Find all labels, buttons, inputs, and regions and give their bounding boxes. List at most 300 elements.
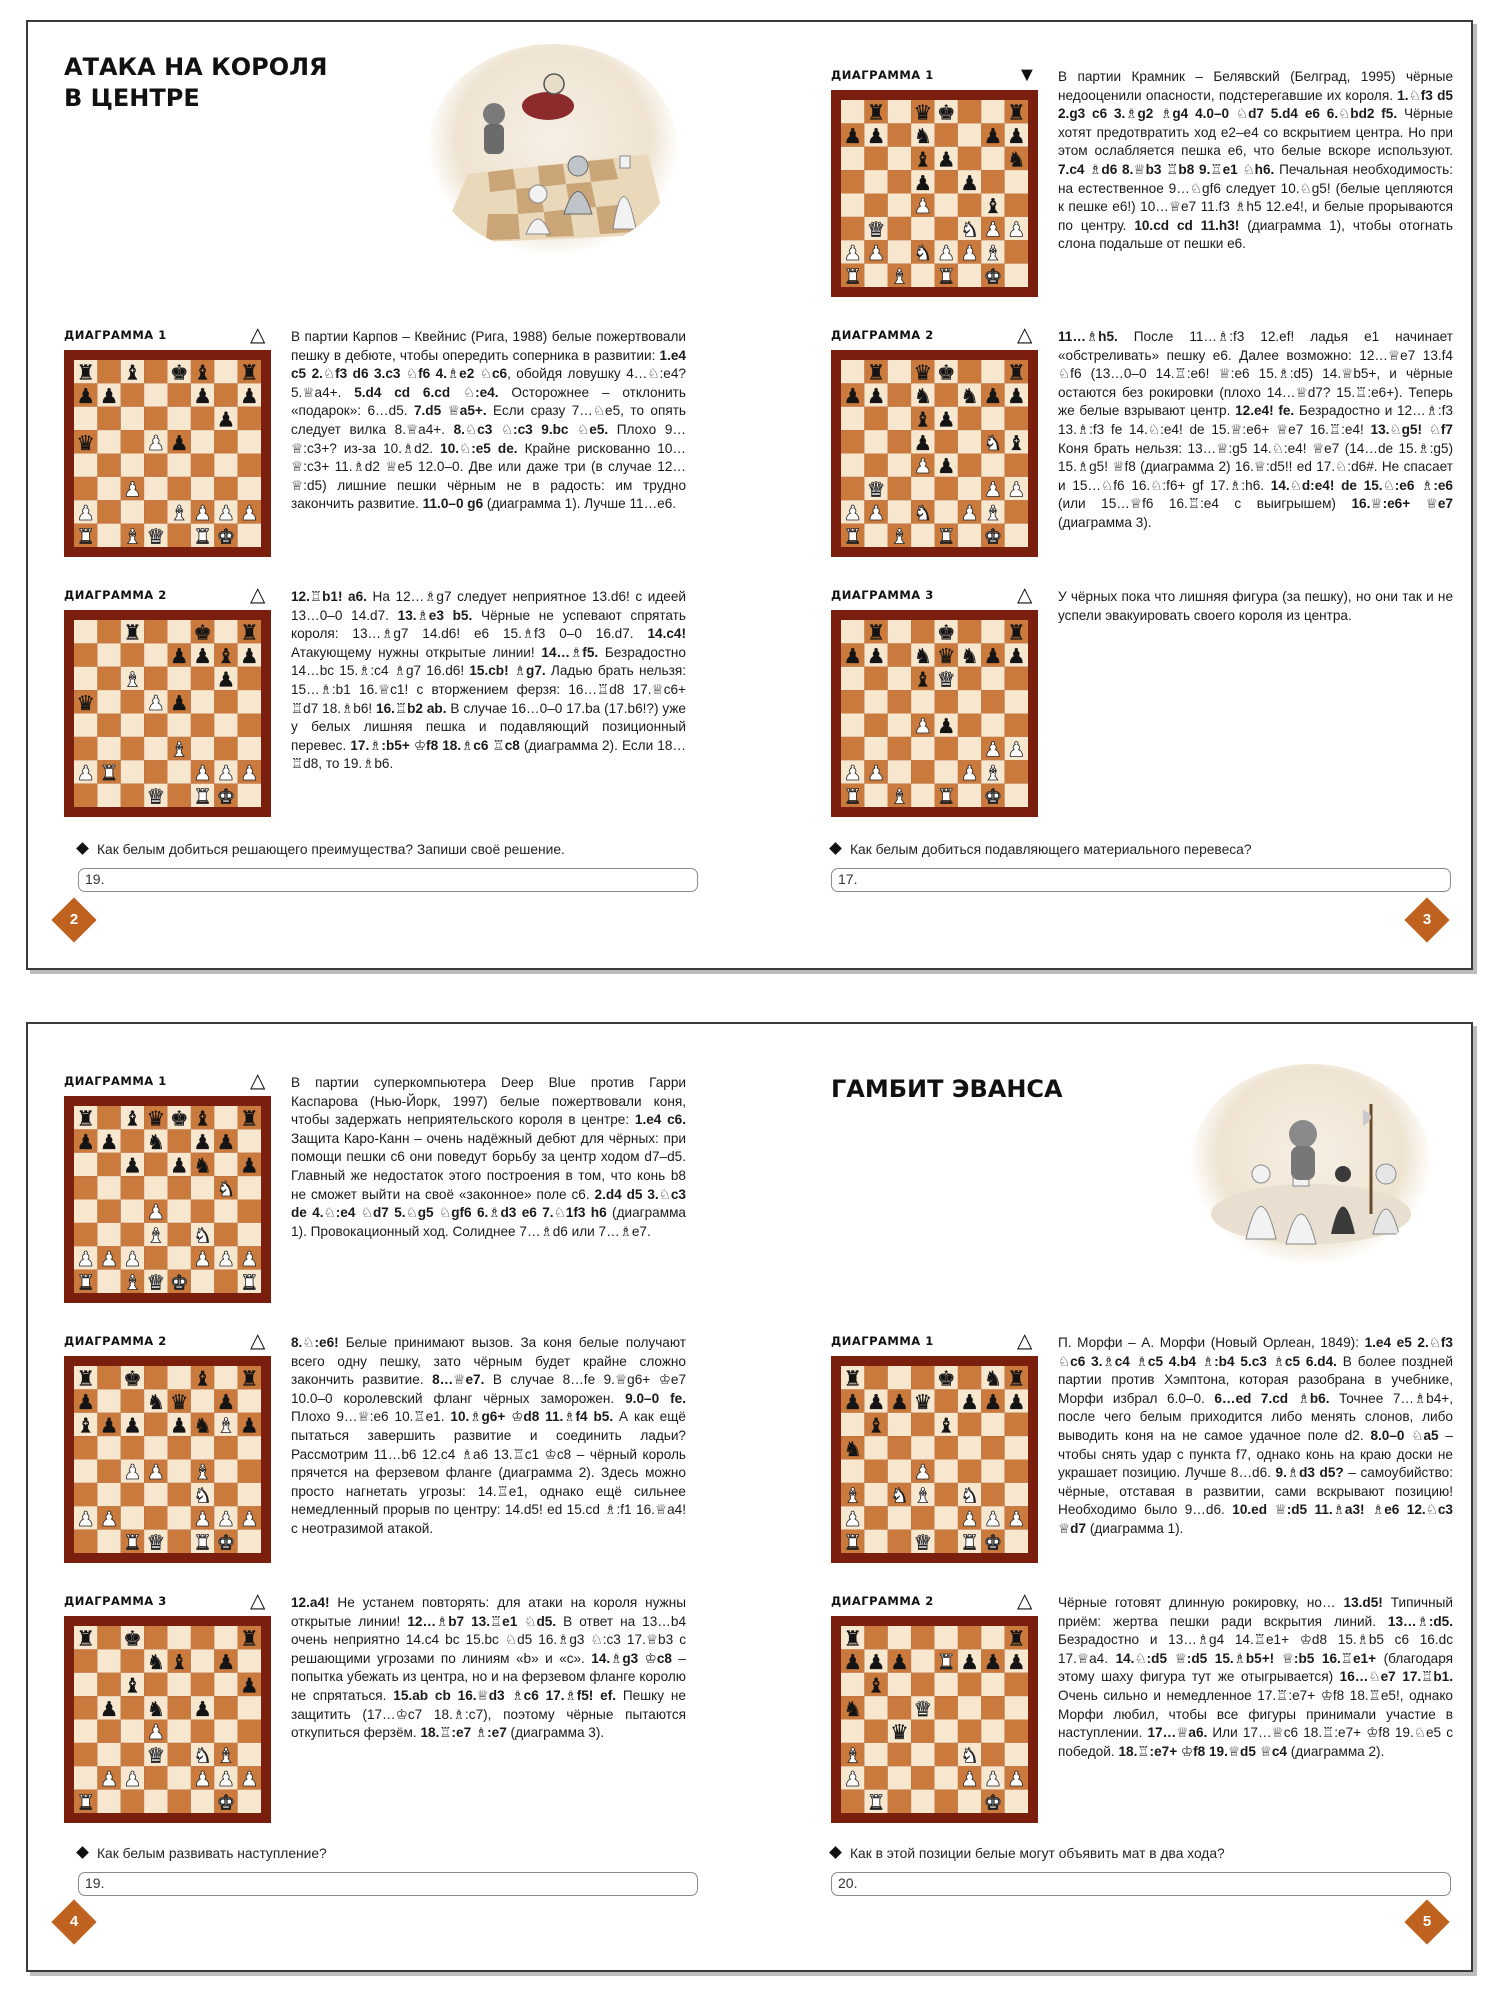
board-square (168, 407, 191, 430)
white-pawn-icon (100, 1247, 118, 1271)
board-square (841, 690, 864, 713)
white-pawn-icon (147, 1200, 165, 1224)
board-square (97, 714, 120, 737)
white-rook-icon (843, 264, 861, 287)
board-square (1005, 1790, 1028, 1813)
board-square (841, 477, 864, 500)
black-pawn-icon (240, 644, 258, 668)
board-square (958, 100, 981, 123)
white-pawn-icon (914, 1460, 932, 1484)
to-move-indicator: △ (250, 1330, 266, 1352)
white-knight-icon (960, 1744, 978, 1768)
board-square (935, 1720, 958, 1743)
board-square (214, 1436, 237, 1459)
board-square (214, 1366, 237, 1389)
chess-board (64, 350, 271, 557)
board-square (144, 500, 167, 523)
board-square (935, 690, 958, 713)
to-move-indicator: △ (250, 1590, 266, 1612)
white-rook-icon (843, 784, 861, 807)
white-bishop-icon (843, 1484, 861, 1508)
board-square (168, 620, 191, 643)
board-square (191, 1176, 214, 1199)
evans-gambit-illustration (1191, 1064, 1431, 1264)
board-square (74, 620, 97, 643)
black-pawn-icon (217, 1130, 235, 1154)
board-square (911, 620, 934, 643)
black-pawn-icon (170, 1413, 188, 1437)
black-pawn-icon (76, 1130, 94, 1154)
white-knight-icon (914, 501, 932, 525)
black-pawn-icon (76, 1390, 94, 1414)
board-square (97, 1720, 120, 1743)
chess-board (831, 1616, 1038, 1823)
white-pawn-icon (123, 478, 141, 502)
board-square (911, 1743, 934, 1766)
white-pawn-icon (217, 1767, 235, 1791)
board-square (958, 784, 981, 807)
board-square (191, 1389, 214, 1412)
board-square (864, 1743, 887, 1766)
black-pawn-icon (193, 644, 211, 668)
board-square (958, 407, 981, 430)
board-square (121, 1696, 144, 1719)
board-square (121, 1720, 144, 1743)
board-square (888, 1530, 911, 1553)
board-square (121, 737, 144, 760)
board-square (191, 1720, 214, 1743)
board-square (841, 170, 864, 193)
board-square (168, 784, 191, 807)
board-square (911, 477, 934, 500)
board-square (74, 1530, 97, 1553)
board-square (121, 1790, 144, 1813)
diagram-block-1 (831, 1330, 1471, 1574)
board-square (888, 1743, 911, 1766)
spread-top (26, 20, 1473, 970)
board-square (888, 147, 911, 170)
white-king-icon (984, 1530, 1002, 1553)
board-square (191, 430, 214, 453)
board-square (958, 1626, 981, 1649)
board-square (191, 1649, 214, 1672)
board-square (168, 383, 191, 406)
black-pawn-icon (170, 1153, 188, 1177)
white-bishop-icon (984, 241, 1002, 265)
chess-board (64, 1096, 271, 1303)
diagram-label: ДИАГРАММА 2 (831, 1594, 934, 1608)
black-rook-icon (240, 1107, 258, 1131)
question-text: Как в этой позиции белые могут объявить мат в два хода? (850, 1846, 1225, 1861)
board-square (214, 1460, 237, 1483)
board-square (888, 170, 911, 193)
diagram-block-2 (831, 324, 1471, 568)
board-square (168, 1176, 191, 1199)
black-rook-icon (867, 361, 885, 385)
white-pawn-icon (100, 1507, 118, 1531)
black-rook-icon (843, 1627, 861, 1651)
board-square (935, 383, 958, 406)
board-square (958, 454, 981, 477)
white-pawn-icon (1007, 478, 1025, 502)
board-square (888, 1696, 911, 1719)
board-square (97, 1649, 120, 1672)
answer-field[interactable]: 19. (78, 868, 698, 892)
white-pawn-icon (217, 1507, 235, 1531)
diamond-bullet-icon (829, 842, 842, 855)
board-square (121, 1483, 144, 1506)
board-square (97, 430, 120, 453)
board-square (97, 737, 120, 760)
board-square (168, 1720, 191, 1743)
board-square (97, 1483, 120, 1506)
black-bishop-icon (937, 1413, 955, 1437)
white-knight-icon (193, 1484, 211, 1508)
board-square (214, 1626, 237, 1649)
white-queen-icon (147, 1744, 165, 1768)
board-square (97, 454, 120, 477)
board-square (74, 1743, 97, 1766)
black-pawn-icon (867, 124, 885, 148)
board-square (191, 667, 214, 690)
board-square (841, 667, 864, 690)
board-square (958, 714, 981, 737)
board-square (74, 1483, 97, 1506)
page-number: 4 (52, 1900, 96, 1944)
black-bishop-icon (1007, 431, 1025, 455)
black-pawn-icon (843, 1390, 861, 1414)
white-pawn-icon (914, 194, 932, 218)
board-square (958, 690, 981, 713)
board-square (191, 477, 214, 500)
board-square (168, 454, 191, 477)
board-square (888, 240, 911, 263)
answer-field[interactable]: 20. (831, 1872, 1451, 1896)
board-square (168, 1506, 191, 1529)
white-pawn-icon (1007, 1507, 1025, 1531)
board-square (97, 524, 120, 547)
black-pawn-icon (984, 384, 1002, 408)
black-rook-icon (76, 1107, 94, 1131)
board-square (144, 407, 167, 430)
board-square (958, 1366, 981, 1389)
diamond-bullet-icon (829, 1846, 842, 1859)
black-king-icon (123, 1627, 141, 1651)
board-square (958, 1460, 981, 1483)
board-square (238, 1720, 261, 1743)
board-square (121, 760, 144, 783)
black-pawn-icon (193, 1130, 211, 1154)
board-square (1005, 500, 1028, 523)
board-square (911, 1720, 934, 1743)
board-square (74, 1436, 97, 1459)
board-square (864, 737, 887, 760)
to-move-indicator: △ (250, 1070, 266, 1092)
board-square (168, 1790, 191, 1813)
black-knight-icon (843, 1697, 861, 1721)
board-square (911, 264, 934, 287)
black-pawn-icon (100, 1413, 118, 1437)
board-square (168, 1366, 191, 1389)
black-pawn-icon (867, 1650, 885, 1674)
board-square (121, 1176, 144, 1199)
white-pawn-icon (76, 1507, 94, 1531)
board-square (214, 620, 237, 643)
board-square (958, 1413, 981, 1436)
board-square (214, 430, 237, 453)
white-bishop-icon (193, 1460, 211, 1484)
board-square (911, 737, 934, 760)
board-square (888, 477, 911, 500)
black-bishop-icon (217, 644, 235, 668)
answer-field[interactable]: 17. (831, 868, 1451, 892)
black-pawn-icon (1007, 1390, 1025, 1414)
black-queen-icon (890, 1720, 908, 1744)
board-square (888, 714, 911, 737)
white-bishop-icon (890, 264, 908, 287)
black-knight-icon (1007, 147, 1025, 171)
white-pawn-icon (984, 218, 1002, 242)
black-pawn-icon (100, 1130, 118, 1154)
board-square (238, 1460, 261, 1483)
board-square (191, 407, 214, 430)
white-knight-icon (217, 1177, 235, 1201)
board-square (168, 1200, 191, 1223)
board-square (214, 1200, 237, 1223)
board-square (888, 760, 911, 783)
board-square (888, 194, 911, 217)
black-pawn-icon (937, 454, 955, 478)
board-square (191, 714, 214, 737)
board-square (121, 454, 144, 477)
white-bishop-icon (123, 667, 141, 691)
board-square (981, 690, 1004, 713)
black-pawn-icon (170, 644, 188, 668)
board-square (864, 1530, 887, 1553)
white-pawn-icon (843, 1507, 861, 1531)
board-square (97, 1106, 120, 1129)
black-bishop-icon (170, 1650, 188, 1674)
board-square (935, 477, 958, 500)
white-king-icon (217, 1530, 235, 1553)
black-king-icon (123, 1367, 141, 1391)
white-pawn-icon (960, 241, 978, 265)
black-queen-icon (76, 431, 94, 455)
board-square (888, 123, 911, 146)
board-square (841, 454, 864, 477)
black-knight-icon (960, 384, 978, 408)
board-square (121, 500, 144, 523)
white-bishop-icon (890, 784, 908, 807)
board-square (841, 1460, 864, 1483)
black-knight-icon (960, 644, 978, 668)
black-pawn-icon (193, 384, 211, 408)
white-pawn-icon (217, 761, 235, 785)
board-square (888, 690, 911, 713)
white-queen-icon (147, 1530, 165, 1553)
board-square (888, 643, 911, 666)
board-square (888, 100, 911, 123)
black-pawn-icon (76, 384, 94, 408)
black-king-icon (193, 621, 211, 645)
board-square (981, 1673, 1004, 1696)
black-pawn-icon (240, 1153, 258, 1177)
black-pawn-icon (984, 1650, 1002, 1674)
white-rook-icon (76, 524, 94, 547)
board-square (238, 454, 261, 477)
white-pawn-icon (240, 1507, 258, 1531)
diagram-block-2 (64, 584, 704, 828)
diagram-block-3 (64, 1590, 704, 1834)
black-pawn-icon (867, 1390, 885, 1414)
black-bishop-icon (867, 1413, 885, 1437)
white-bishop-icon (984, 501, 1002, 525)
board-square (841, 194, 864, 217)
white-rook-icon (193, 1530, 211, 1553)
white-rook-icon (937, 1650, 955, 1674)
black-pawn-icon (937, 714, 955, 738)
board-square (864, 1460, 887, 1483)
chess-board (831, 1356, 1038, 1563)
black-rook-icon (240, 621, 258, 645)
white-rook-icon (76, 1790, 94, 1813)
board-square (888, 407, 911, 430)
board-square (238, 430, 261, 453)
black-pawn-icon (843, 1650, 861, 1674)
white-queen-icon (147, 1270, 165, 1293)
white-pawn-icon (843, 501, 861, 525)
black-knight-icon (147, 1650, 165, 1674)
board-square (238, 1696, 261, 1719)
white-pawn-icon (1007, 1767, 1025, 1791)
board-square (144, 1626, 167, 1649)
board-square (981, 1720, 1004, 1743)
black-pawn-icon (240, 1673, 258, 1697)
chess-board (64, 1356, 271, 1563)
page-2 (28, 22, 751, 968)
white-pawn-icon (960, 1767, 978, 1791)
black-rook-icon (843, 1367, 861, 1391)
board-square (1005, 1530, 1028, 1553)
board-square (168, 1223, 191, 1246)
white-rook-icon (937, 524, 955, 547)
board-square (1005, 1696, 1028, 1719)
white-pawn-icon (217, 1247, 235, 1271)
black-rook-icon (867, 101, 885, 125)
board-square (864, 784, 887, 807)
board-square (981, 147, 1004, 170)
board-square (121, 1436, 144, 1459)
white-pawn-icon (240, 1767, 258, 1791)
black-bishop-icon (193, 1107, 211, 1131)
board-square (214, 360, 237, 383)
board-square (911, 1413, 934, 1436)
white-knight-icon (984, 431, 1002, 455)
answer-field[interactable]: 19. (78, 1872, 698, 1896)
white-pawn-icon (123, 1460, 141, 1484)
board-square (74, 477, 97, 500)
commentary-text: 12.a4! Не устанем повторять: для атаки на короля нужны открытые линии! 12…♗b7 13.♖e1 ♘d5. В ответ на 13…b4 очень неприятно 14.c4 bc 15.bc ♘d5 16.♗g3 ♘:c3 17.♕b3 с решающими угрозами по линиям «b» и «c». 14.♗g3 ♔c8 – попытка убежать из центра, но и на ферзевом фланге королю не спрятаться. 15.ab cb 16.♕d3 ♗c6 17.♗f5! ef. Пешку не защитить (17…♔c7 18.♗:c7), поэтому чёрные пытаются откупиться ферзём. 18.♖:e7 ♗:e7 (диаграмма 3). (291, 1595, 687, 1741)
diagram-block-3 (831, 584, 1471, 828)
question (78, 842, 565, 857)
board-square (841, 1790, 864, 1813)
board-square (981, 1696, 1004, 1719)
white-pawn-icon (867, 501, 885, 525)
white-pawn-icon (984, 478, 1002, 502)
board-square (888, 1626, 911, 1649)
diagram-label: ДИАГРАММА 1 (64, 328, 167, 342)
black-pawn-icon (217, 407, 235, 431)
white-pawn-icon (100, 1767, 118, 1791)
board-square (168, 1483, 191, 1506)
board-square (981, 1413, 1004, 1436)
board-square (238, 1790, 261, 1813)
black-rook-icon (1007, 361, 1025, 385)
board-square (214, 1270, 237, 1293)
board-square (888, 1436, 911, 1459)
white-pawn-icon (240, 1247, 258, 1271)
board-square (238, 477, 261, 500)
board-square (935, 760, 958, 783)
black-knight-icon (914, 124, 932, 148)
black-pawn-icon (960, 1390, 978, 1414)
board-square (958, 1790, 981, 1813)
black-pawn-icon (170, 431, 188, 455)
board-square (1005, 170, 1028, 193)
board-square (144, 1176, 167, 1199)
board-square (888, 620, 911, 643)
board-square (981, 1743, 1004, 1766)
chess-board (831, 90, 1038, 297)
board-square (841, 147, 864, 170)
board-square (97, 1223, 120, 1246)
board-square (97, 643, 120, 666)
white-knight-icon (193, 1224, 211, 1248)
black-bishop-icon (76, 1413, 94, 1437)
board-square (864, 1483, 887, 1506)
commentary-text: У чёрных пока что лишняя фигура (за пешку), но они так и не успели эвакуировать своего короля из центра. (1058, 589, 1453, 623)
diagram-block-2 (64, 1330, 704, 1574)
board-square (97, 1790, 120, 1813)
board-square (911, 760, 934, 783)
black-rook-icon (76, 1627, 94, 1651)
board-square (74, 667, 97, 690)
black-bishop-icon (914, 147, 932, 171)
board-square (864, 1720, 887, 1743)
board-square (888, 360, 911, 383)
black-knight-icon (193, 1153, 211, 1177)
board-square (238, 667, 261, 690)
black-bishop-icon (914, 667, 932, 691)
board-square (864, 690, 887, 713)
board-square (911, 1790, 934, 1813)
white-bishop-icon (123, 524, 141, 547)
black-rook-icon (1007, 101, 1025, 125)
white-bishop-icon (984, 761, 1002, 785)
board-square (981, 620, 1004, 643)
diagram-label: ДИАГРАММА 1 (831, 1334, 934, 1348)
board-square (168, 714, 191, 737)
black-pawn-icon (123, 1413, 141, 1437)
to-move-indicator: ▼ (1017, 64, 1037, 86)
board-square (74, 737, 97, 760)
board-square (168, 1626, 191, 1649)
board-square (168, 1129, 191, 1152)
white-pawn-icon (217, 501, 235, 525)
page-number: 2 (52, 898, 96, 942)
board-square (911, 1766, 934, 1789)
white-pawn-icon (1007, 738, 1025, 762)
